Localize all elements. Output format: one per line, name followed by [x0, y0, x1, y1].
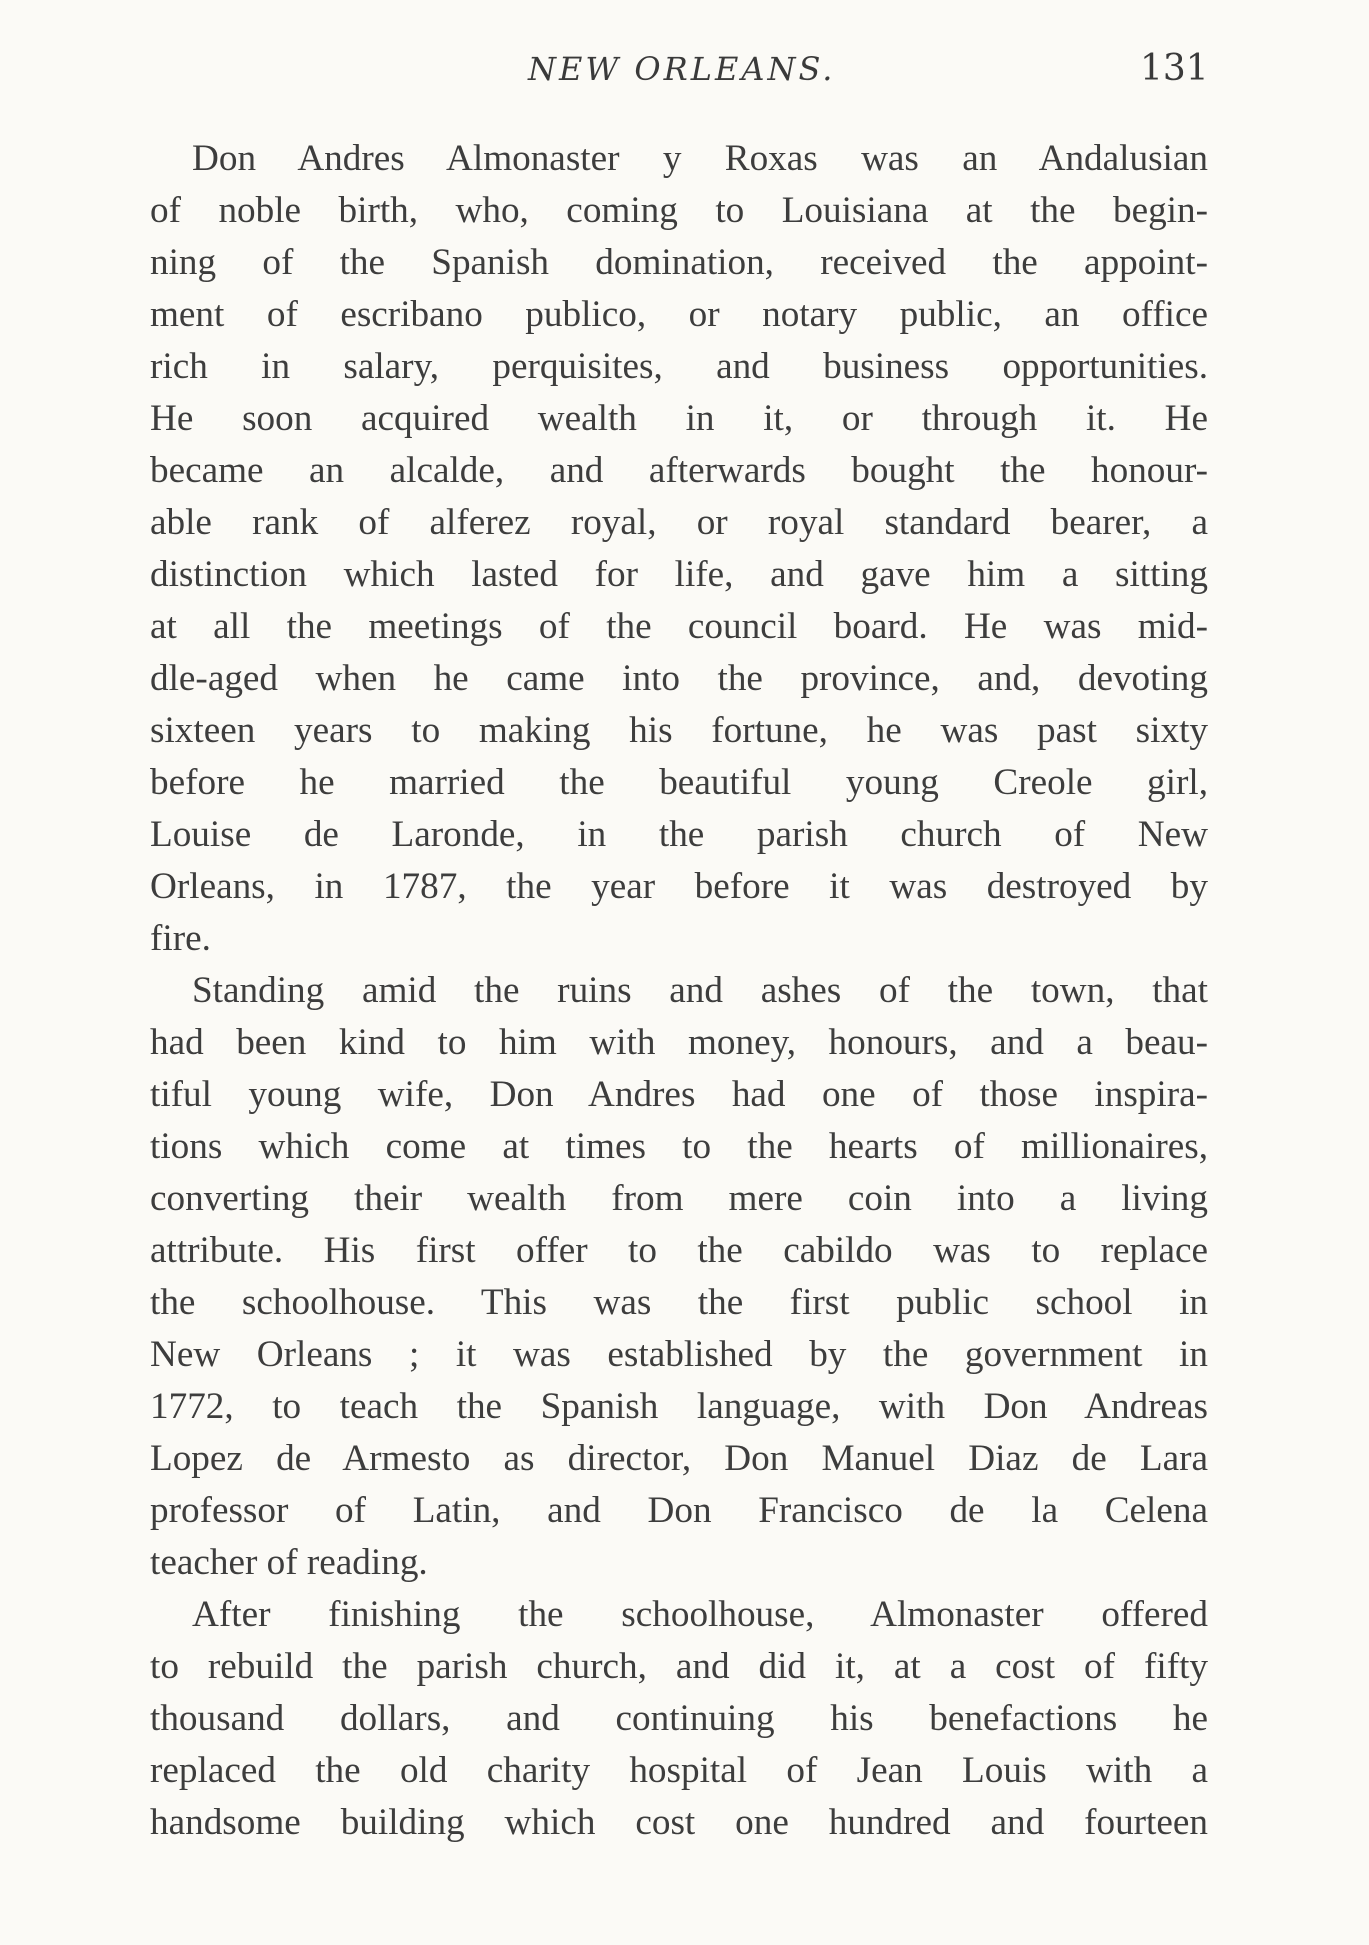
text-line: tiful young wife, Don Andres had one of those inspira-	[150, 1074, 1208, 1115]
text-line: ning of the Spanish domination, received the appoint-	[150, 242, 1208, 283]
paragraph	[150, 1589, 1208, 1849]
text-line: Standing amid the ruins and ashes of the town, that	[192, 970, 1208, 1011]
text-line: had been kind to him with money, honours, and a beau-	[150, 1022, 1208, 1063]
text-line: professor of Latin, and Don Francisco de la Celena	[150, 1490, 1208, 1531]
text-line: New Orleans ; it was established by the government in	[150, 1334, 1208, 1375]
text-line: distinction which lasted for life, and gave him a sitting	[150, 554, 1208, 595]
text-line: He soon acquired wealth in it, or through it. He	[150, 398, 1208, 439]
text-line: rich in salary, perquisites, and business opportunities.	[150, 346, 1208, 387]
text-line: Louise de Laronde, in the parish church of New	[150, 814, 1208, 855]
running-head-title: NEW ORLEANS.	[528, 50, 836, 88]
running-head	[0, 48, 1369, 98]
text-line: 1772, to teach the Spanish language, with Don Andreas	[150, 1386, 1208, 1427]
body-text	[150, 133, 1208, 1849]
text-line: After finishing the schoolhouse, Almonaster offered	[192, 1594, 1208, 1635]
text-line: before he married the beautiful young Creole girl,	[150, 762, 1208, 803]
text-line: sixteen years to making his fortune, he was past sixty	[150, 710, 1208, 751]
text-line: the schoolhouse. This was the first public school in	[150, 1282, 1208, 1323]
text-line: handsome building which cost one hundred and fourteen	[150, 1802, 1208, 1843]
text-line: became an alcalde, and afterwards bought the honour-	[150, 450, 1208, 491]
text-line: ment of escribano publico, or notary public, an office	[150, 294, 1208, 335]
text-line: thousand dollars, and continuing his benefactions he	[150, 1698, 1208, 1739]
text-line: attribute. His first offer to the cabildo was to replace	[150, 1230, 1208, 1271]
text-line: tions which come at times to the hearts of millionaires,	[150, 1126, 1208, 1167]
text-line: replaced the old charity hospital of Jean Louis with a	[150, 1750, 1208, 1791]
text-line: dle-aged when he came into the province, and, devoting	[150, 658, 1208, 699]
text-line: teacher of reading.	[150, 1542, 428, 1583]
text-line: Orleans, in 1787, the year before it was destroyed by	[150, 866, 1208, 907]
text-line: to rebuild the parish church, and did it, at a cost of fifty	[150, 1646, 1208, 1687]
text-line: Don Andres Almonaster y Roxas was an Andalusian	[192, 138, 1208, 179]
text-line: converting their wealth from mere coin into a living	[150, 1178, 1208, 1219]
text-line: at all the meetings of the council board. He was mid-	[150, 606, 1208, 647]
page-number: 131	[1140, 48, 1209, 89]
text-line: of noble birth, who, coming to Louisiana at the begin-	[150, 190, 1208, 231]
paragraph	[150, 965, 1208, 1589]
paragraph	[150, 133, 1208, 965]
text-line: able rank of alferez royal, or royal standard bearer, a	[150, 502, 1208, 543]
text-line: fire.	[150, 918, 211, 959]
text-line: Lopez de Armesto as director, Don Manuel Diaz de Lara	[150, 1438, 1208, 1479]
